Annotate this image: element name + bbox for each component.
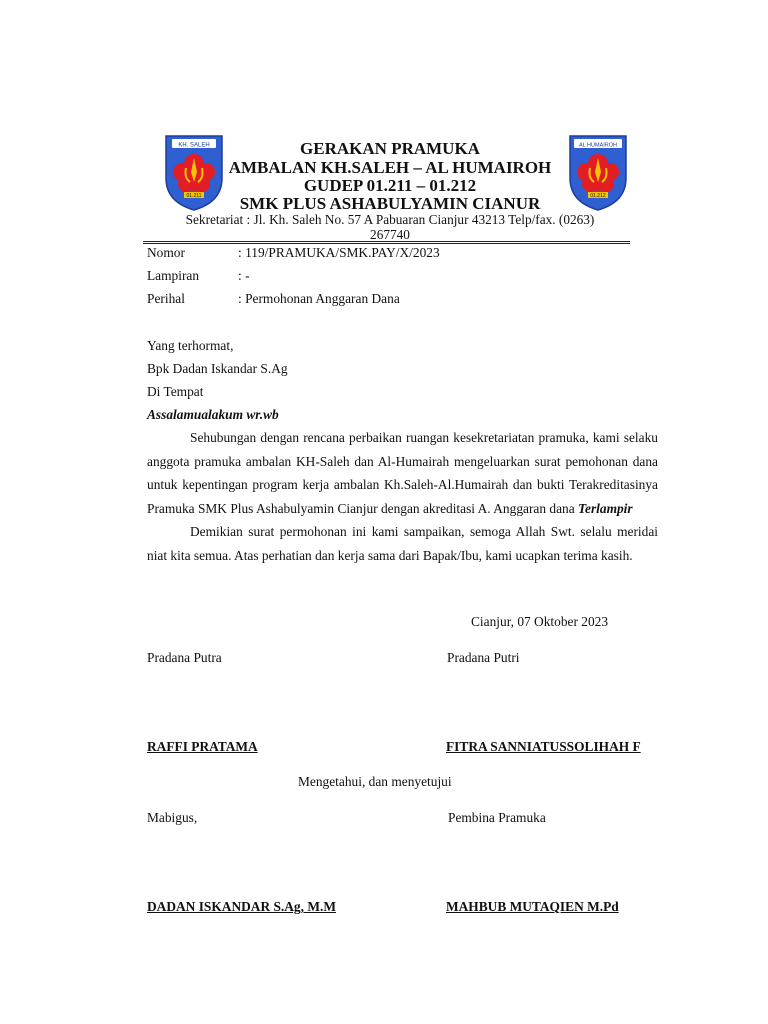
terlampir-emphasis: Terlampir — [578, 500, 633, 516]
body-paragraph-2: Demikian surat permohonan ini kami sampaikan, semoga Allah Swt. selalu meridai niat kita semua. Atas perhatian dan kerja sama dari Bapak/Ibu, kami ucapkan terima kasih. — [147, 524, 658, 563]
opening-salam: Assalamualakum wr.wb — [147, 407, 279, 422]
letter-body — [147, 426, 658, 567]
header-divider — [143, 241, 630, 242]
sig-left-title: Pradana Putra — [147, 650, 222, 665]
body-paragraph-1: Sehubungan dengan rencana perbaikan ruangan kesekretariatan pramuka, kami selaku anggota pramuka ambalan KH-Saleh dan Al-Humairah mengeluarkan surat pemohonan dana untuk kepentingan program kerja ambalan Kh.Saleh-Al.Humairah dan bukti Terakreditasinya Pramuka SMK Plus Ashabulyamin Cianjur dengan akreditasi A. Anggaran dana Terlampir — [147, 430, 658, 516]
header-gudep: GUDEP 01.211 – 01.212 — [303, 176, 477, 195]
letter-date: Cianjur, 07 Oktober 2023 — [471, 614, 609, 629]
recipient-place: Di Tempat — [147, 384, 204, 399]
approval-text: Mengetahui, dan menyetujui — [298, 774, 452, 789]
header-divider-thin — [143, 243, 630, 244]
lampiran-label: Lampiran — [147, 268, 200, 283]
recipient-greeting: Yang terhormat, — [147, 338, 234, 353]
header-phone: 267740 — [370, 227, 410, 242]
nomor-value: : 119/PRAMUKA/SMK.PAY/X/2023 — [238, 245, 440, 260]
sig-right-title: Pradana Putri — [447, 650, 520, 665]
sig-left-name: RAFFI PRATAMA — [147, 739, 258, 754]
sig-right-name: FITRA SANNIATUSSOLIHAH F — [446, 739, 641, 754]
perihal-label: Perihal — [147, 291, 185, 306]
header-ambalan: AMBALAN KH.SALEH – AL HUMAIROH — [228, 158, 552, 177]
sig-left-name-2: DADAN ISKANDAR S.Ag, M.M — [147, 899, 336, 914]
svg-text:01.212: 01.212 — [590, 193, 606, 199]
svg-text:KH. SALEH: KH. SALEH — [178, 142, 210, 149]
header-organization: GERAKAN PRAMUKA — [300, 139, 480, 158]
header-address: Sekretariat : Jl. Kh. Saleh No. 57 A Pabuaran Cianjur 43213 Telp/fax. (0263) — [185, 212, 595, 227]
lampiran-value: : - — [238, 268, 250, 283]
nomor-label: Nomor — [147, 245, 185, 260]
sig-left-title-2: Mabigus, — [147, 810, 198, 825]
sig-right-title-2: Pembina Pramuka — [448, 810, 546, 825]
header-school: SMK PLUS ASHABULYAMIN CIANUR — [239, 194, 541, 213]
recipient-name: Bpk Dadan Iskandar S.Ag — [147, 361, 288, 376]
svg-text:AL HUMAIROH: AL HUMAIROH — [579, 142, 617, 149]
perihal-value: : Permohonan Anggaran Dana — [238, 291, 400, 306]
sig-right-name-2: MAHBUB MUTAQIEN M.Pd — [446, 899, 619, 914]
svg-text:01.211: 01.211 — [186, 193, 202, 199]
